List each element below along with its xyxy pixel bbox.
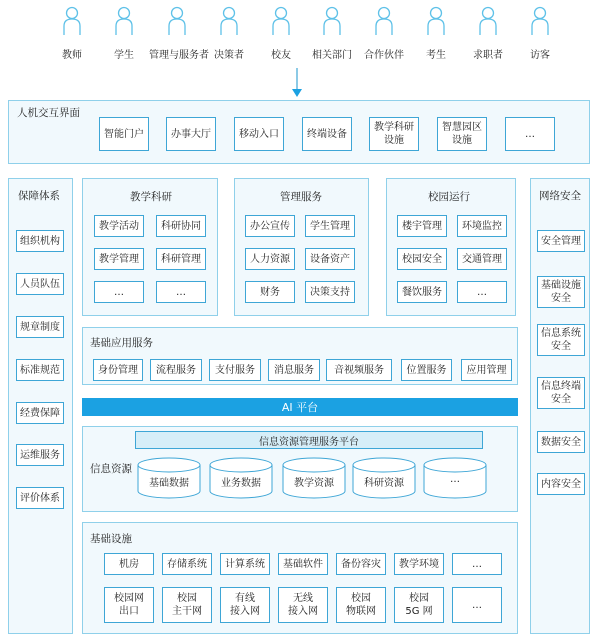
campus-item: 楼宇管理 bbox=[397, 215, 447, 237]
user-label: 教师 bbox=[62, 50, 82, 61]
hci-item: 办事大厅 bbox=[166, 117, 216, 151]
infra-item: 基础软件 bbox=[278, 553, 328, 575]
security-item: 基础设施 安全 bbox=[537, 276, 585, 308]
user-label: 合作伙伴 bbox=[364, 50, 404, 61]
guarantee-item: 人员队伍 bbox=[16, 273, 64, 295]
management-item: 学生管理 bbox=[305, 215, 355, 237]
security-item: 信息终端 安全 bbox=[537, 377, 585, 409]
database-label: … bbox=[450, 474, 460, 485]
security-item: 安全管理 bbox=[537, 230, 585, 252]
user-icon bbox=[114, 6, 134, 36]
teaching-item: 科研管理 bbox=[156, 248, 206, 270]
hci-panel bbox=[8, 100, 590, 164]
teaching-item: 科研协同 bbox=[156, 215, 206, 237]
teaching-item: … bbox=[94, 281, 144, 303]
teaching-item: 教学管理 bbox=[94, 248, 144, 270]
campus-item: 环境监控 bbox=[457, 215, 507, 237]
management-item: 办公宣传 bbox=[245, 215, 295, 237]
guarantee-item: 经费保障 bbox=[16, 402, 64, 424]
user-icon bbox=[62, 6, 82, 36]
infra-item: … bbox=[452, 587, 502, 623]
campus-item: 餐饮服务 bbox=[397, 281, 447, 303]
guarantee-item: 标准规范 bbox=[16, 359, 64, 381]
teaching-title: 教学科研 bbox=[130, 191, 172, 203]
security-title: 网络安全 bbox=[539, 190, 581, 202]
user-icon bbox=[530, 6, 550, 36]
infra-item: 校园 物联网 bbox=[336, 587, 386, 623]
hci-item: 教学科研 设施 bbox=[369, 117, 419, 151]
guarantee-title: 保障体系 bbox=[18, 190, 60, 202]
guarantee-item: 规章制度 bbox=[16, 316, 64, 338]
user-label: 学生 bbox=[114, 50, 134, 61]
hci-item: … bbox=[505, 117, 555, 151]
infra-item: 备份容灾 bbox=[336, 553, 386, 575]
user-icon bbox=[167, 6, 187, 36]
infra-item: 无线 接入网 bbox=[278, 587, 328, 623]
infra-item: 机房 bbox=[104, 553, 154, 575]
management-item: 决策支持 bbox=[305, 281, 355, 303]
guarantee-item: 组织机构 bbox=[16, 230, 64, 252]
user-label: 相关部门 bbox=[312, 50, 352, 61]
basic-app-item: 流程服务 bbox=[150, 359, 202, 381]
user-label: 管理与服务者 bbox=[149, 50, 209, 61]
user-icon bbox=[374, 6, 394, 36]
guarantee-item: 评价体系 bbox=[16, 487, 64, 509]
infra-item: … bbox=[452, 553, 502, 575]
user-icon bbox=[322, 6, 342, 36]
guarantee-item: 运维服务 bbox=[16, 444, 64, 466]
user-icon bbox=[426, 6, 446, 36]
basic-app-item: 消息服务 bbox=[268, 359, 320, 381]
teaching-item: 教学活动 bbox=[94, 215, 144, 237]
database-label: 业务数据 bbox=[221, 478, 261, 489]
user-label: 决策者 bbox=[214, 50, 244, 61]
management-item: 财务 bbox=[245, 281, 295, 303]
user-icon bbox=[219, 6, 239, 36]
security-item: 信息系统 安全 bbox=[537, 324, 585, 356]
infra-item: 校园网 出口 bbox=[104, 587, 154, 623]
infra-item: 计算系统 bbox=[220, 553, 270, 575]
teaching-item: … bbox=[156, 281, 206, 303]
hci-item: 智能门户 bbox=[99, 117, 149, 151]
management-title: 管理服务 bbox=[280, 191, 322, 203]
security-item: 数据安全 bbox=[537, 431, 585, 453]
security-item: 内容安全 bbox=[537, 473, 585, 495]
basic-app-item: 身份管理 bbox=[93, 359, 143, 381]
infra-item: 存储系统 bbox=[162, 553, 212, 575]
basic-app-item: 应用管理 bbox=[461, 359, 512, 381]
info-label: 信息资源 bbox=[90, 463, 132, 475]
infra-item: 有线 接入网 bbox=[220, 587, 270, 623]
campus-item: 交通管理 bbox=[457, 248, 507, 270]
campus-title: 校园运行 bbox=[428, 191, 470, 203]
infra-item: 教学环境 bbox=[394, 553, 444, 575]
down-arrow-icon bbox=[290, 68, 304, 98]
hci-item: 智慧园区 设施 bbox=[437, 117, 487, 151]
database-label: 基础数据 bbox=[149, 478, 189, 489]
user-icon bbox=[478, 6, 498, 36]
hci-item: 终端设备 bbox=[302, 117, 352, 151]
user-icon bbox=[271, 6, 291, 36]
basic-app-title: 基础应用服务 bbox=[90, 337, 153, 349]
management-item: 人力资源 bbox=[245, 248, 295, 270]
user-label: 访客 bbox=[530, 50, 550, 61]
basic-app-item: 支付服务 bbox=[209, 359, 261, 381]
basic-app-item: 位置服务 bbox=[401, 359, 452, 381]
user-label: 考生 bbox=[426, 50, 446, 61]
campus-item: 校园安全 bbox=[397, 248, 447, 270]
database-label: 科研资源 bbox=[364, 478, 404, 489]
infra-item: 校园 5G 网 bbox=[394, 587, 444, 623]
hci-item: 移动入口 bbox=[234, 117, 284, 151]
user-label: 校友 bbox=[271, 50, 291, 61]
hci-title: 人机交互界面 bbox=[17, 107, 80, 119]
ai-platform-bar: AI 平台 bbox=[82, 398, 518, 416]
infra-title: 基础设施 bbox=[90, 533, 132, 545]
info-platform-bar: 信息资源管理服务平台 bbox=[135, 431, 483, 449]
campus-item: … bbox=[457, 281, 507, 303]
management-item: 设备资产 bbox=[305, 248, 355, 270]
basic-app-item: 音视频服务 bbox=[326, 359, 392, 381]
infra-item: 校园 主干网 bbox=[162, 587, 212, 623]
database-label: 教学资源 bbox=[294, 478, 334, 489]
user-label: 求职者 bbox=[473, 50, 503, 61]
